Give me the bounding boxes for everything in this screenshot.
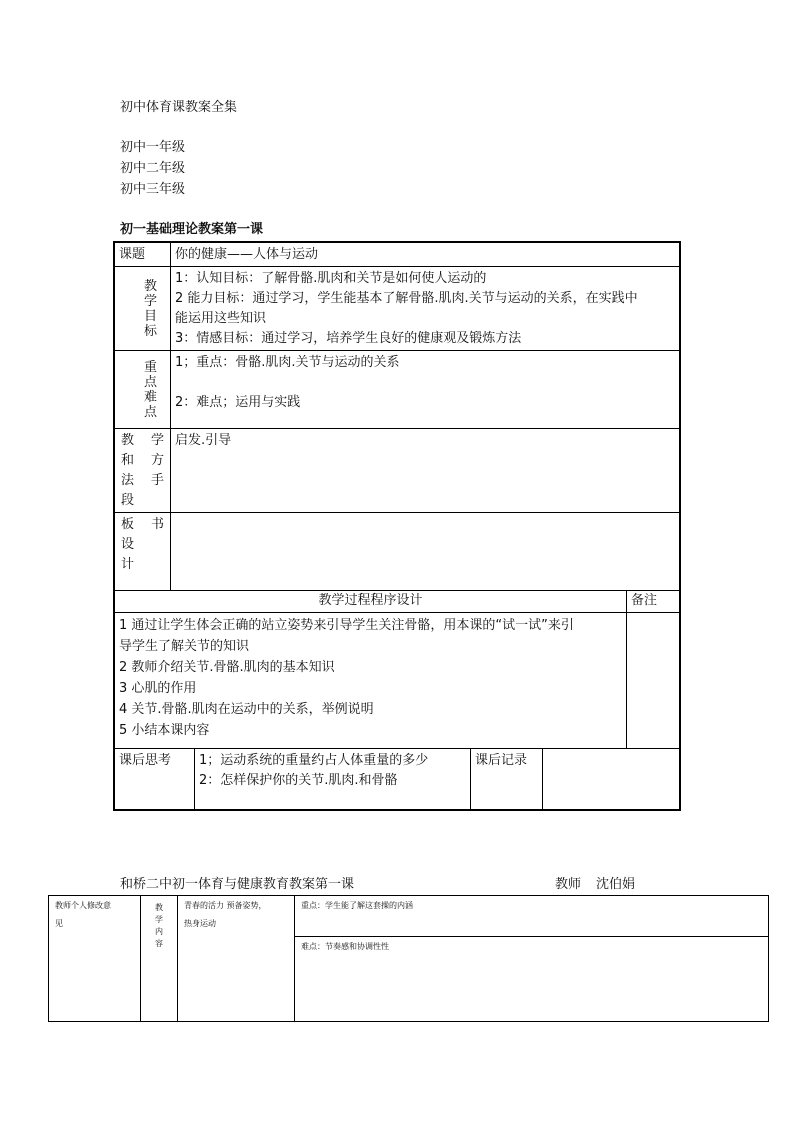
- reflection-item: 1；运动系统的重量约占人体重量的多少: [199, 753, 429, 768]
- grade-3-link[interactable]: 初中三年级: [120, 182, 186, 197]
- process-content: [115, 613, 627, 749]
- goals-label: 教 学 目 标: [115, 267, 171, 351]
- goals-content: [171, 267, 679, 351]
- process-item: 2 教师介绍关节.骨骼.肌肉的基本知识: [119, 660, 335, 675]
- grade-2-link[interactable]: 初中二年级: [120, 161, 186, 176]
- methods-label: 教 学 和 方 法 手 段: [115, 429, 171, 513]
- remark-content: [627, 613, 679, 749]
- process-item: 5 小结本课内容: [119, 723, 210, 738]
- process-item: 1 通过让学生体会正确的站立姿势来引导学生关注骨骼，用本课的“试一试”来引: [119, 618, 574, 633]
- key-points-label: 重 点 难 点: [115, 351, 171, 429]
- lesson2-difficult-point: 难点：节奏感和协调性性: [301, 942, 389, 951]
- teacher-notes-cell: 教师个人修改意 见: [49, 896, 141, 1021]
- teacher-label: 教师: [555, 877, 582, 892]
- goal-line: 2 能力目标：通过学习，学生能基本了解骨骼.肌肉.关节与运动的关系，在实践中: [175, 291, 638, 306]
- content-cell: 青春的活力 预备姿势， 热身运动: [178, 896, 295, 1021]
- goal-line: 3：情感目标：通过学习，培养学生良好的健康观及锻炼方法: [175, 331, 522, 346]
- process-item: 3 心肌的作用: [119, 681, 197, 696]
- grade-1-link[interactable]: 初中一年级: [120, 140, 186, 155]
- teacher-name: 沈伯娟: [596, 877, 636, 892]
- remark-header: 备注: [627, 591, 679, 613]
- record-content: [543, 749, 679, 809]
- methods-content: 启发.引导: [171, 429, 679, 513]
- lesson2-key-point: 重点：学生能了解这套操的内涵: [295, 896, 768, 937]
- process-item: 4 关节.骨骼.肌肉在运动中的关系，举例说明: [119, 702, 374, 717]
- process-header: 教学过程程序设计: [115, 591, 627, 613]
- key-point-line: 1；重点：骨骼.肌肉.关节与运动的关系: [175, 355, 400, 370]
- topic-label: 课题: [115, 243, 171, 267]
- lesson-plan-table: [113, 241, 681, 811]
- content-label-cell: 教 学 内 容: [141, 896, 178, 1021]
- board-design-content: [171, 513, 679, 591]
- board-design-label: 板 书 设 计: [115, 513, 171, 591]
- reflection-content: [195, 749, 471, 809]
- key-points-content: [171, 351, 679, 429]
- lesson2-table: [48, 895, 769, 1022]
- document-title: 初中体育课教案全集: [120, 100, 238, 115]
- lesson2-title: 和桥二中初一体育与健康教育教案第一课: [120, 877, 355, 892]
- topic-value: 你的健康——人体与运动: [171, 243, 679, 267]
- difficult-point-line: 2：难点；运用与实践: [175, 395, 301, 410]
- lesson-title: 初一基础理论教案第一课: [120, 222, 264, 237]
- reflection-item: 2：怎样保护你的关节.肌肉.和骨骼: [199, 773, 398, 788]
- process-item: 导学生了解关节的知识: [119, 639, 250, 654]
- goal-line: 1：认知目标：了解骨骼.肌肉和关节是如何使人运动的: [175, 271, 487, 286]
- reflection-label: 课后思考: [115, 749, 195, 809]
- record-label: 课后记录: [471, 749, 543, 809]
- goal-line: 能运用这些知识: [175, 311, 267, 326]
